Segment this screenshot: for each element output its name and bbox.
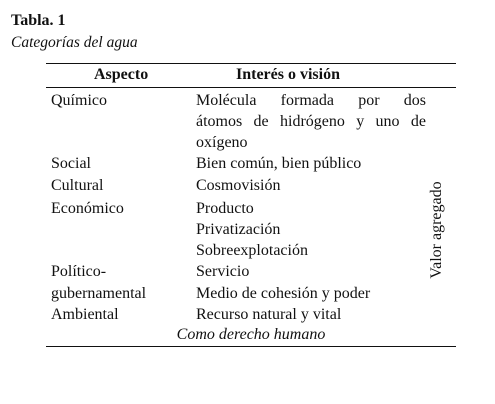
cell-interest-cultural: Cosmovisión — [196, 177, 281, 194]
cell-interest-quimico-1: Molécula formada por dos — [196, 92, 426, 109]
table-top-rule — [46, 63, 456, 64]
cell-interest-politico-2: Medio de cohesión y poder — [196, 285, 371, 302]
cell-aspect-ambiental: Ambiental — [51, 306, 119, 323]
table-title: Categorías del agua — [11, 34, 138, 51]
cell-interest-social: Bien común, bien público — [196, 155, 362, 172]
cell-aspect-cultural: Cultural — [51, 177, 104, 194]
cell-aspect-quimico: Químico — [51, 92, 107, 109]
table-bottom-rule — [46, 346, 456, 347]
cell-interest-economico-2: Privatización — [196, 221, 281, 238]
cell-interest-politico-1: Servicio — [196, 263, 250, 280]
cell-interest-quimico-2: átomos de hidrógeno y uno de — [196, 113, 426, 130]
cell-aspect-economico: Económico — [51, 200, 124, 217]
table-footer: Como derecho humano — [176, 326, 326, 343]
table-number: Tabla. 1 — [11, 12, 66, 29]
cell-aspect-politico-1: Político- — [51, 263, 107, 280]
cell-aspect-politico-2: gubernamental — [51, 285, 147, 302]
table-header-rule — [46, 87, 456, 88]
cell-interest-quimico-3: oxígeno — [196, 134, 248, 151]
cell-interest-economico-1: Producto — [196, 200, 254, 217]
header-interest: Interés o visión — [236, 66, 340, 83]
header-aspect: Aspecto — [94, 66, 149, 83]
cell-interest-economico-3: Sobreexplotación — [196, 242, 308, 259]
cell-interest-ambiental: Recurso natural y vital — [196, 306, 342, 323]
side-label-valor-agregado: Valor agregado — [428, 181, 445, 279]
cell-aspect-social: Social — [51, 155, 91, 172]
